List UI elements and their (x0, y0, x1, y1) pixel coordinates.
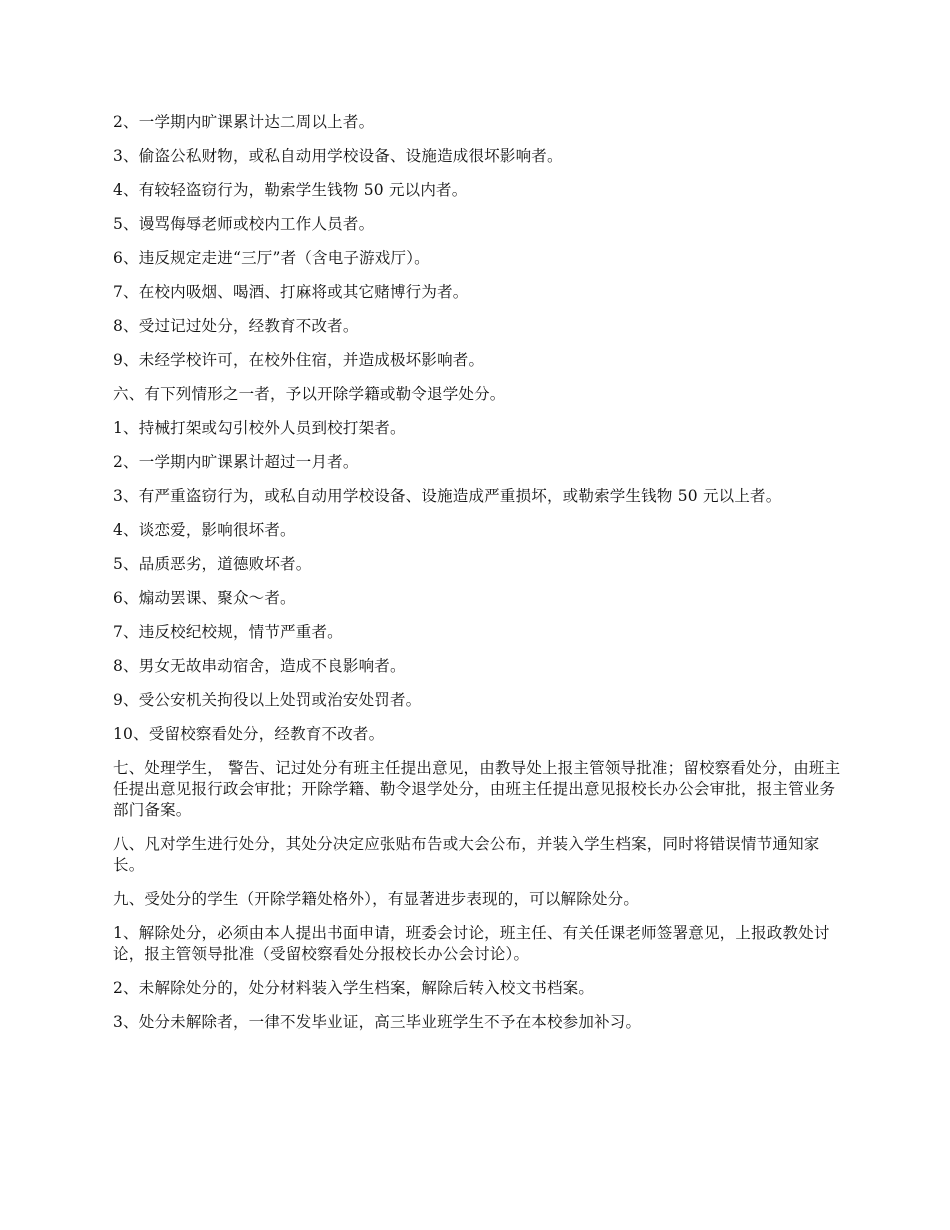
paragraph-rule-5-item-7: 7、在校内吸烟、喝酒、打麻将或其它赌博行为者。 (113, 283, 469, 301)
paragraph-rule-5-item-4: 4、有较轻盗窃行为，勒索学生钱物 50 元以内者。 (113, 181, 468, 199)
paragraph-rule-6-item-5: 5、品质恶劣，道德败坏者。 (113, 555, 312, 573)
paragraph-rule-5-item-9: 9、未经学校许可，在校外住宿，并造成极坏影响者。 (113, 351, 485, 369)
section-heading-9: 九、受处分的学生（开除学籍处格外），有显著进步表现的，可以解除处分。 (113, 890, 640, 908)
paragraph-rule-9-item-1: 1、解除处分，必须由本人提出书面申请，班委会讨论，班主任、有关任课老师签署意见，上报政教处讨论，报主管领导批准（受留校察看处分报校长办公会讨论）。 (113, 924, 830, 963)
paragraph-rule-6-item-2: 2、一学期内旷课累计超过一月者。 (113, 453, 359, 471)
section-paragraph-7: 七、处理学生， 警告、记过处分有班主任提出意见，由教导处上报主管领导批准；留校察看处分，由班主任提出意见报行政会审批；开除学籍、勒令退学处分，由班主任提出意见报校长办公会审批，报主管业务部门备案。 (113, 759, 841, 819)
paragraph-rule-6-item-9: 9、受公安机关拘役以上处罚或治安处罚者。 (113, 691, 422, 709)
paragraph-rule-6-item-7: 7、违反校纪校规，情节严重者。 (113, 623, 343, 641)
paragraph-rule-5-item-3: 3、偷盗公私财物，或私自动用学校设备、设施造成很坏影响者。 (113, 147, 563, 165)
paragraph-rule-6-item-10: 10、受留校察看处分，经教育不改者。 (113, 725, 385, 743)
section-heading-6: 六、有下列情形之一者，予以开除学籍或勒令退学处分。 (113, 385, 506, 403)
paragraph-rule-5-item-5: 5、谩骂侮辱老师或校内工作人员者。 (113, 215, 375, 233)
paragraph-rule-6-item-8: 8、男女无故串动宿舍，造成不良影响者。 (113, 657, 406, 675)
paragraph-rule-9-item-2: 2、未解除处分的，处分材料装入学生档案，解除后转入校文书档案。 (113, 979, 595, 997)
section-paragraph-8: 八、凡对学生进行处分，其处分决定应张贴布告或大会公布，并装入学生档案，同时将错误情节通知家长。 (113, 835, 820, 874)
paragraph-rule-6-item-1: 1、持械打架或勾引校外人员到校打架者。 (113, 419, 406, 437)
paragraph-rule-6-item-4: 4、谈恋爱，影响很坏者。 (113, 521, 296, 539)
paragraph-rule-5-item-2: 2、一学期内旷课累计达二周以上者。 (113, 113, 375, 131)
paragraph-rule-6-item-3: 3、有严重盗窃行为，或私自动用学校设备、设施造成严重损坏，或勒索学生钱物 50 元以上者。 (113, 487, 782, 505)
paragraph-rule-5-item-6: 6、违反规定走进“三厅”者（含电子游戏厅）。 (113, 249, 430, 267)
paragraph-rule-9-item-3: 3、处分未解除者，一律不发毕业证，高三毕业班学生不予在本校参加补习。 (113, 1013, 642, 1031)
document-body (113, 112, 843, 1046)
paragraph-rule-5-item-8: 8、受过记过处分，经教育不改者。 (113, 317, 359, 335)
paragraph-rule-6-item-6: 6、煽动罢课、聚众～者。 (113, 589, 296, 607)
